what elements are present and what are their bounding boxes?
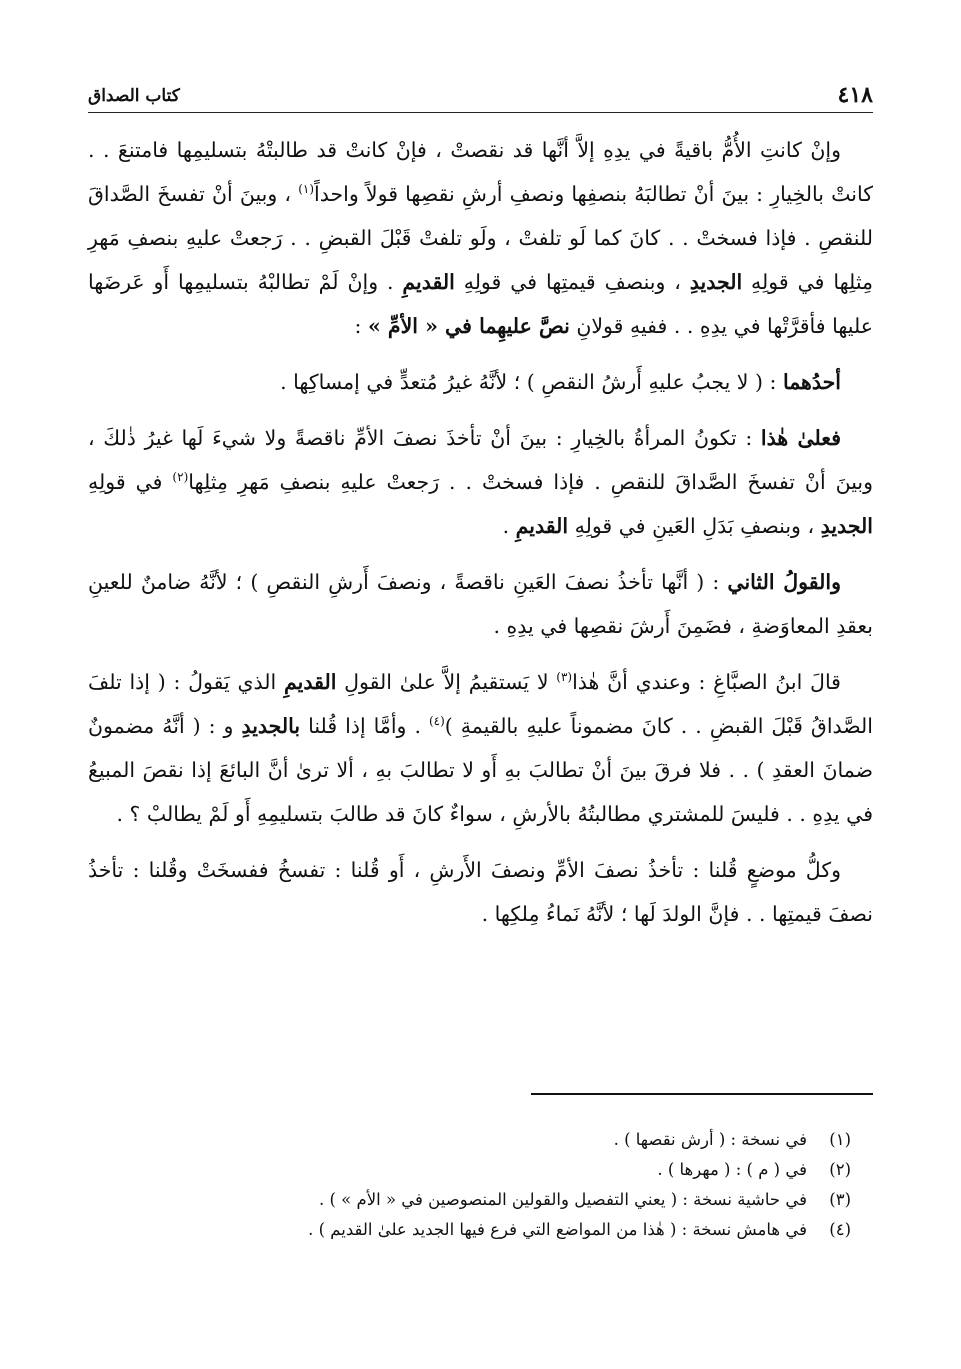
footnote-separator [531, 1093, 873, 1095]
paragraph [88, 128, 873, 348]
footnote-text: في ( م ) : ( مهرها ) . [657, 1160, 807, 1179]
bold-term: والقولُ الثاني [727, 570, 841, 594]
text-run: . [502, 514, 516, 538]
text-run: لا يَستقيمُ إلاَّ علىٰ القولِ [336, 670, 557, 694]
bold-term: القديمِ [402, 270, 455, 294]
bold-term: أحدُهما [782, 370, 841, 394]
footnote-ref: (٣) [556, 670, 573, 685]
bold-term: فعلىٰ هٰذا [760, 426, 842, 450]
text-run: وكلُّ موضعٍ قُلنا : تأخذُ نصفَ الأمِّ ونصفَ الأَرشِ ، أَو قُلنا : تفسخُ ففسخَتْ وقُلنا : تأخذُ نصفَ قيمتِها . . فإنَّ الولدَ لَها ؛ لأنَّهُ نَماءُ مِلكِها . [88, 858, 873, 926]
text-run: الذي يَقولُ : ( إذا تلفَ الصَّداقُ قَبْلَ القبضِ . . كانَ مضموناً عليهِ بالقيمةِ ) [88, 670, 873, 738]
page-header [88, 82, 873, 113]
text-run: ، وبنصفِ بَدَلِ العَينِ في قولِهِ [568, 514, 821, 538]
footnote-number: (٤) [829, 1220, 851, 1239]
text-run: ، وبينَ أنْ تفسخَ الصَّداقَ للنقصِ . فإذا فسختْ . . كانَ كما لَو تلفتْ ، ولَو تلفتْ قَبْلَ القبضِ . . رَجعتْ عليهِ بنصفِ مَهرِ مِثلِها في قولِهِ [88, 182, 873, 294]
footnote-ref: (٢) [172, 470, 189, 485]
text-run: : ( أنَّها تأخذُ نصفَ العَينِ ناقصةً ، ونصفَ أَرشِ النقصِ ) ؛ لأنَّهُ ضامنٌ للعينِ بعقدِ المعاوَضةِ ، فضَمِنَ أَرشَ نقصِها في يدِهِ . [88, 570, 873, 638]
text-run: . وأمَّا إذا قُلنا [300, 714, 429, 738]
paragraph [88, 360, 873, 404]
bold-term: الجديدِ [689, 270, 743, 294]
footnote-text: في حاشية نسخة : ( يعني التفصيل والقولين المنصوصين في « الأم » ) . [318, 1190, 807, 1209]
bold-term: القديمِ [515, 514, 569, 538]
text-run: ، وبنصفِ قيمتِها في قولِهِ [454, 270, 690, 294]
text-run: . وإنْ لَمْ تطالبْهُ بتسليمِها أَو عَرضَها عليها فأقرَّتْها في يدِهِ . . ففيهِ قولانِ [88, 270, 873, 338]
page-number: ٤١٨ [837, 82, 873, 108]
paragraph [88, 560, 873, 648]
bold-term: بالجديدِ [241, 714, 301, 738]
text-run: و : ( أنَّهُ مضمونٌ ضمانَ العقدِ ) . . فلا فرقَ بينَ أنْ تطالبَ بهِ أَو لا تطالبَ بهِ ، ألا ترىٰ أنَّ البائعَ إذا نقصَ المبيعُ في يدِهِ . . فليسَ للمشتري مطالبتُهُ بالأرشِ ، سواءٌ كانَ قد طالبَ بتسليمِهِ أَو لَمْ يطالبْ ؟ . [88, 714, 873, 826]
text-run: : [354, 314, 368, 338]
footnote-number: (٣) [829, 1190, 851, 1209]
footnote-text: في هامش نسخة : ( هٰذا من المواضع التي فرع فيها الجديد علىٰ القديم ) . [308, 1220, 807, 1239]
text-run: وإنْ كانتِ الأُمُّ باقيةً في يدِهِ إلاَّ أنَّها قد نقصتْ ، فإنْ كانتْ قد طالبتْهُ بتسليمِها فامتنعَ . . كانتْ بالخِيارِ : بينَ أنْ تطالبَهُ بنصفِها ونصفِ أرشِ نقصِها قولاً واحداً [88, 138, 873, 206]
text-run: في قولِهِ [88, 470, 173, 494]
bold-term: القديمِ [283, 670, 337, 694]
text-run: : تكونُ المرأةُ بالخِيارِ : بينَ أنْ تأخذَ نصفَ الأمِّ ناقصةً ولا شيءَ لَها غيرُ ذٰلكَ ، وبينَ أنْ تفسخَ الصَّداقَ للنقصِ . فإذا فسختْ . . رَجعتْ عليهِ بنصفِ مَهرِ مِثلِها [88, 426, 873, 494]
footnote-number: (٢) [829, 1160, 851, 1179]
text-run: قالَ ابنُ الصبَّاغِ : وعندي أنَّ هٰذا [572, 670, 841, 694]
paragraph [88, 416, 873, 548]
footnote-number: (١) [829, 1130, 851, 1149]
paragraph [88, 848, 873, 936]
footnote [88, 1155, 851, 1185]
footnote-ref: (١) [298, 182, 315, 197]
footnote [88, 1125, 851, 1155]
footnote-ref: (٤) [428, 714, 445, 729]
footnote-text: في نسخة : ( أرش نقصها ) . [613, 1130, 807, 1149]
bold-term: الجديدِ [820, 514, 873, 538]
running-title: كتاب الصداق [88, 86, 180, 106]
bold-term: نصَّ عليهِما في « الأمِّ » [367, 314, 570, 338]
main-text [88, 128, 873, 948]
footnote [88, 1215, 851, 1245]
paragraph [88, 660, 873, 836]
footnote [88, 1185, 851, 1215]
text-run: : ( لا يجبُ عليهِ أَرشُ النقصِ ) ؛ لأنَّهُ غيرُ مُتعدٍّ في إمساكِها . [280, 370, 783, 394]
footnotes [88, 1125, 851, 1245]
